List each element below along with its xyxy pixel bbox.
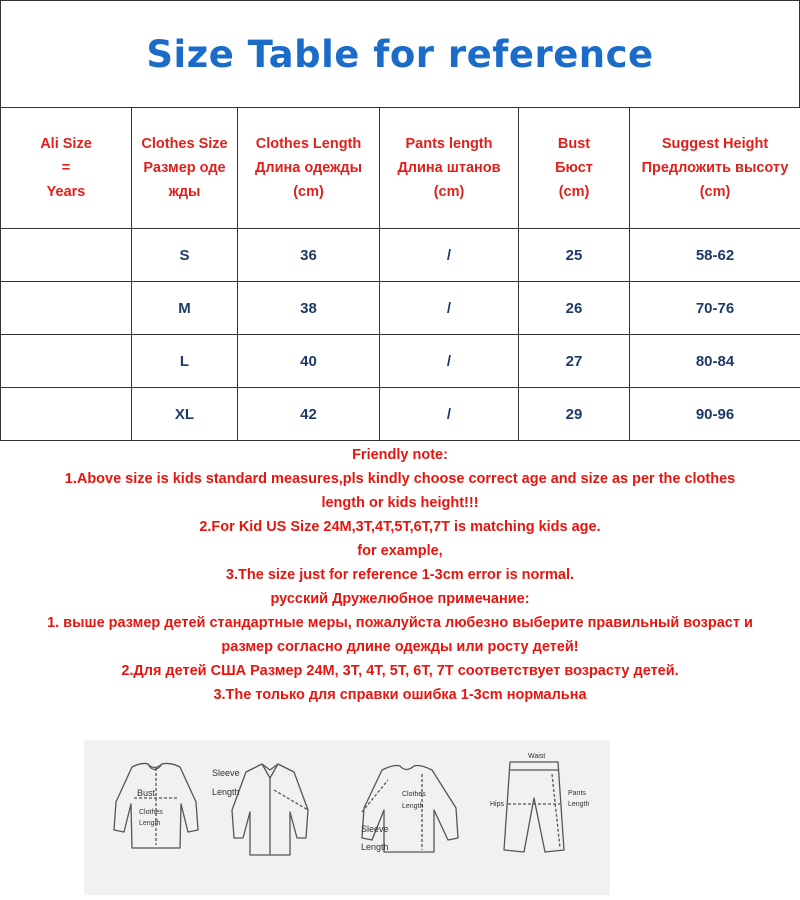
cell-clothes-length: 36 (238, 229, 380, 282)
cell-bust: 27 (519, 335, 630, 388)
tshirt-icon (114, 763, 198, 848)
note-line: 3.The size just for reference 1-3cm error is normal. (225, 567, 575, 583)
cell-suggest-height: 70-76 (630, 282, 800, 335)
header-clothes-size: Clothes Size Размер оде жды (132, 108, 238, 229)
label-waist: Waist (528, 753, 546, 760)
notes-heading: Friendly note: (352, 447, 448, 463)
label-bust: Bust (137, 788, 156, 798)
table-row (1, 282, 800, 335)
table-header-row (1, 108, 800, 229)
cell-clothes-size: L (132, 335, 238, 388)
header-ali-size: Ali Size = Years (1, 108, 132, 229)
cell-bust: 26 (519, 282, 630, 335)
cell-ali-size (1, 335, 132, 388)
label-length: Length (139, 820, 161, 827)
note-line: 2.Для детей США Размер 24М, 3Т, 4Т, 5Т, 6Т, 7Т соответствует возрасту детей. (121, 663, 679, 679)
cell-suggest-height: 58-62 (630, 229, 800, 282)
cell-suggest-height: 80-84 (630, 335, 800, 388)
cell-pants-length: / (380, 388, 519, 441)
table-row (1, 229, 800, 282)
cell-clothes-size: M (132, 282, 238, 335)
header-suggest-height: Suggest Height Предложить высоту (cm) (630, 108, 800, 229)
label-sleeve: Sleeve (212, 768, 240, 778)
note-line: 1. выше размер детей стандартные меры, пожалуйста любезно выберите правильный возраст и (47, 615, 753, 631)
table-row (1, 388, 800, 441)
cell-ali-size (1, 388, 132, 441)
label-length: Length (212, 787, 240, 797)
pants-icon (504, 762, 564, 852)
shirt-icon (232, 764, 308, 855)
cell-ali-size (1, 229, 132, 282)
header-clothes-length: Clothes Length Длина одежды (cm) (238, 108, 380, 229)
cell-pants-length: / (380, 229, 519, 282)
label-sleeve: Sleeve (361, 824, 389, 834)
cell-ali-size (1, 282, 132, 335)
note-line: размер согласно длине одежды или росту детей! (221, 639, 579, 655)
friendly-notes (0, 443, 800, 707)
title-box (0, 0, 800, 108)
page-title: Size Table for reference (146, 33, 654, 76)
cell-clothes-length: 38 (238, 282, 380, 335)
cell-bust: 25 (519, 229, 630, 282)
cell-suggest-height: 90-96 (630, 388, 800, 441)
cell-pants-length: / (380, 282, 519, 335)
measurement-diagram (84, 740, 610, 895)
table-row (1, 335, 800, 388)
cell-clothes-size: XL (132, 388, 238, 441)
cell-bust: 29 (519, 388, 630, 441)
cell-clothes-length: 40 (238, 335, 380, 388)
cell-clothes-length: 42 (238, 388, 380, 441)
label-length: Length (402, 803, 424, 810)
label-length: Length (568, 801, 590, 808)
label-length: Length (361, 842, 389, 852)
header-bust: Bust Бюст (cm) (519, 108, 630, 229)
label-hips: Hips (490, 801, 505, 808)
note-line: 3.The только для справки ошибка 1-3cm нормальна (213, 687, 587, 703)
size-table (0, 107, 800, 441)
note-line: 2.For Kid US Size 24M,3T,4T,5T,6T,7T is matching kids age. (199, 519, 601, 535)
header-pants-length: Pants length Длина штанов (cm) (380, 108, 519, 229)
cell-pants-length: / (380, 335, 519, 388)
label-clothes: Clothes (402, 791, 426, 798)
note-line: length or kids height!!! (321, 495, 479, 511)
measurement-diagram-svg (84, 740, 610, 895)
cell-clothes-size: S (132, 229, 238, 282)
note-line: 1.Above size is kids standard measures,pls kindly choose correct age and size as per the clothes (64, 471, 736, 487)
notes-heading-ru: русский Дружелюбное примечание: (270, 591, 530, 607)
label-clothes: Clothes (139, 809, 163, 816)
note-line: for example, (357, 543, 443, 559)
label-pants: Pants (568, 790, 586, 797)
